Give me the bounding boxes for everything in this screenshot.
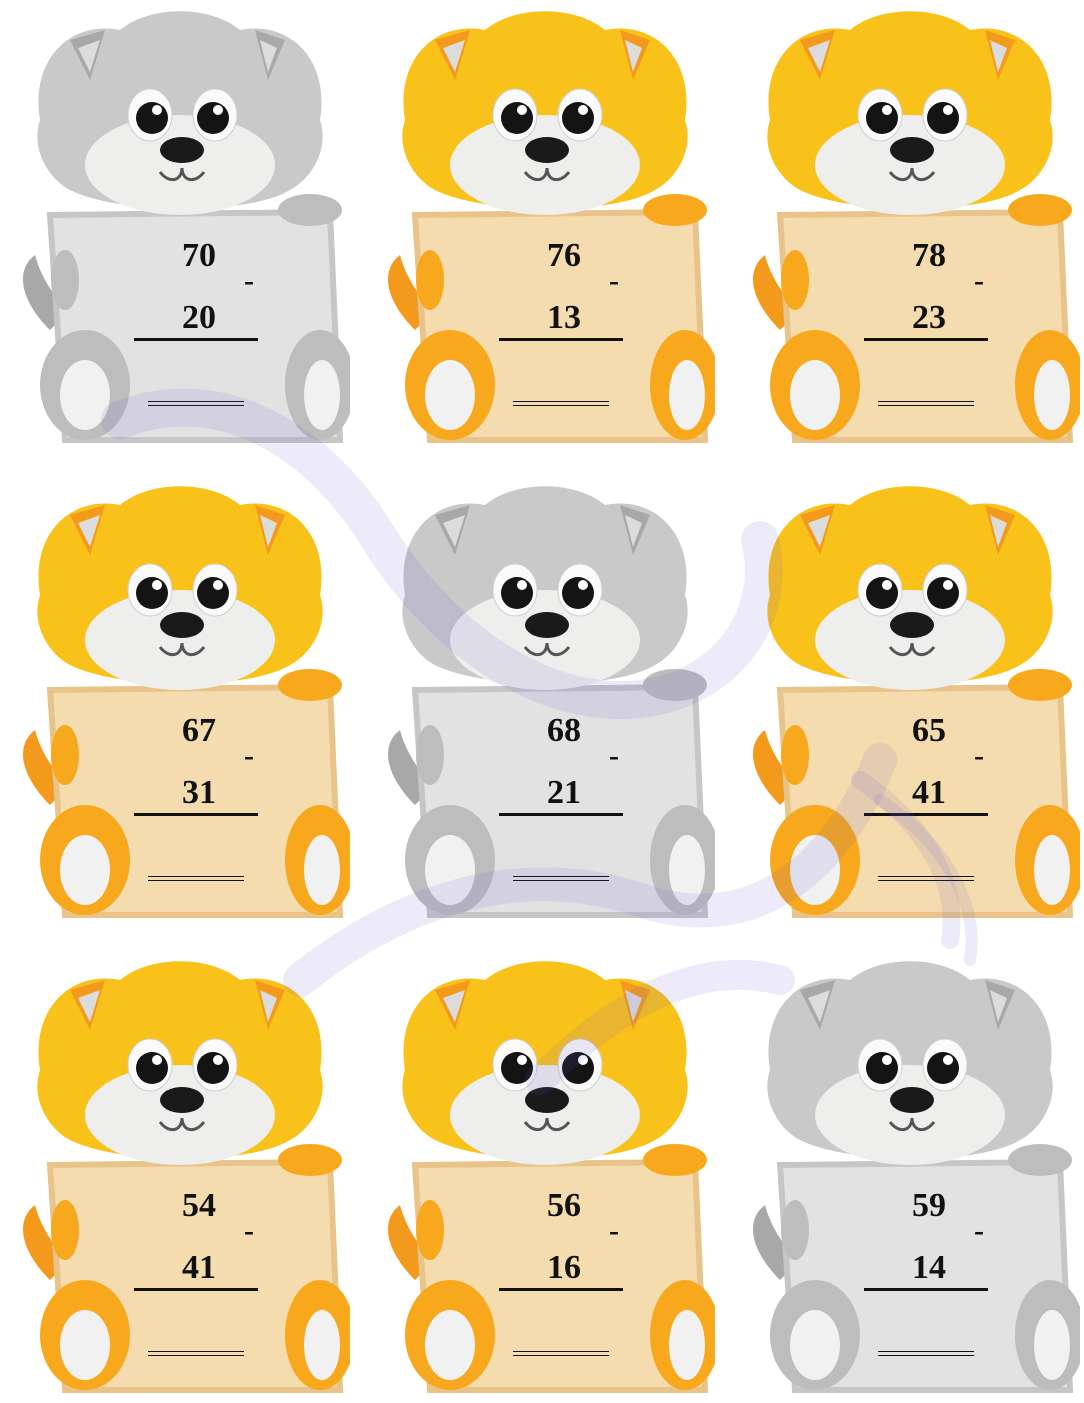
minuend: 70 [182, 237, 216, 274]
subtraction-problem [120, 228, 274, 428]
minus-sign: - [244, 1214, 254, 1247]
subtraction-card [10, 0, 350, 450]
minus-sign: - [974, 264, 984, 297]
answer-blank[interactable] [513, 876, 609, 881]
minuend: 56 [547, 1187, 581, 1224]
minus-sign: - [609, 264, 619, 297]
subtrahend: 14 [912, 1249, 946, 1286]
answer-blank[interactable] [513, 1351, 609, 1356]
subtraction-card [740, 950, 1080, 1400]
subtrahend: 31 [182, 774, 216, 811]
minus-sign: - [974, 739, 984, 772]
subtrahend: 23 [912, 299, 946, 336]
minus-sign: - [244, 264, 254, 297]
subtraction-problem [850, 703, 1004, 903]
minuend: 68 [547, 712, 581, 749]
minuend: 76 [547, 237, 581, 274]
minuend: 65 [912, 712, 946, 749]
sum-line [864, 338, 988, 341]
subtraction-problem [120, 1178, 274, 1378]
subtraction-problem [485, 703, 639, 903]
answer-blank[interactable] [878, 401, 974, 406]
answer-blank[interactable] [878, 1351, 974, 1356]
minus-sign: - [609, 739, 619, 772]
subtraction-card [740, 475, 1080, 925]
answer-blank[interactable] [148, 1351, 244, 1356]
minuend: 59 [912, 1187, 946, 1224]
sum-line [499, 813, 623, 816]
sum-line [134, 338, 258, 341]
subtrahend: 41 [912, 774, 946, 811]
answer-blank[interactable] [148, 876, 244, 881]
minuend: 67 [182, 712, 216, 749]
sum-line [499, 338, 623, 341]
minuend: 54 [182, 1187, 216, 1224]
subtraction-card [10, 950, 350, 1400]
subtraction-card [375, 0, 715, 450]
minuend: 78 [912, 237, 946, 274]
subtrahend: 41 [182, 1249, 216, 1286]
answer-blank[interactable] [513, 401, 609, 406]
sum-line [864, 1288, 988, 1291]
subtraction-problem [485, 228, 639, 428]
sum-line [134, 813, 258, 816]
subtraction-problem [120, 703, 274, 903]
sum-line [134, 1288, 258, 1291]
subtraction-problem [850, 228, 1004, 428]
subtrahend: 21 [547, 774, 581, 811]
answer-blank[interactable] [148, 401, 244, 406]
subtraction-problem [485, 1178, 639, 1378]
subtraction-card [375, 950, 715, 1400]
subtraction-card [10, 475, 350, 925]
subtrahend: 13 [547, 299, 581, 336]
subtraction-card [740, 0, 1080, 450]
sum-line [499, 1288, 623, 1291]
sum-line [864, 813, 988, 816]
subtrahend: 20 [182, 299, 216, 336]
answer-blank[interactable] [878, 876, 974, 881]
minus-sign: - [244, 739, 254, 772]
minus-sign: - [609, 1214, 619, 1247]
minus-sign: - [974, 1214, 984, 1247]
subtrahend: 16 [547, 1249, 581, 1286]
subtraction-problem [850, 1178, 1004, 1378]
subtraction-card [375, 475, 715, 925]
